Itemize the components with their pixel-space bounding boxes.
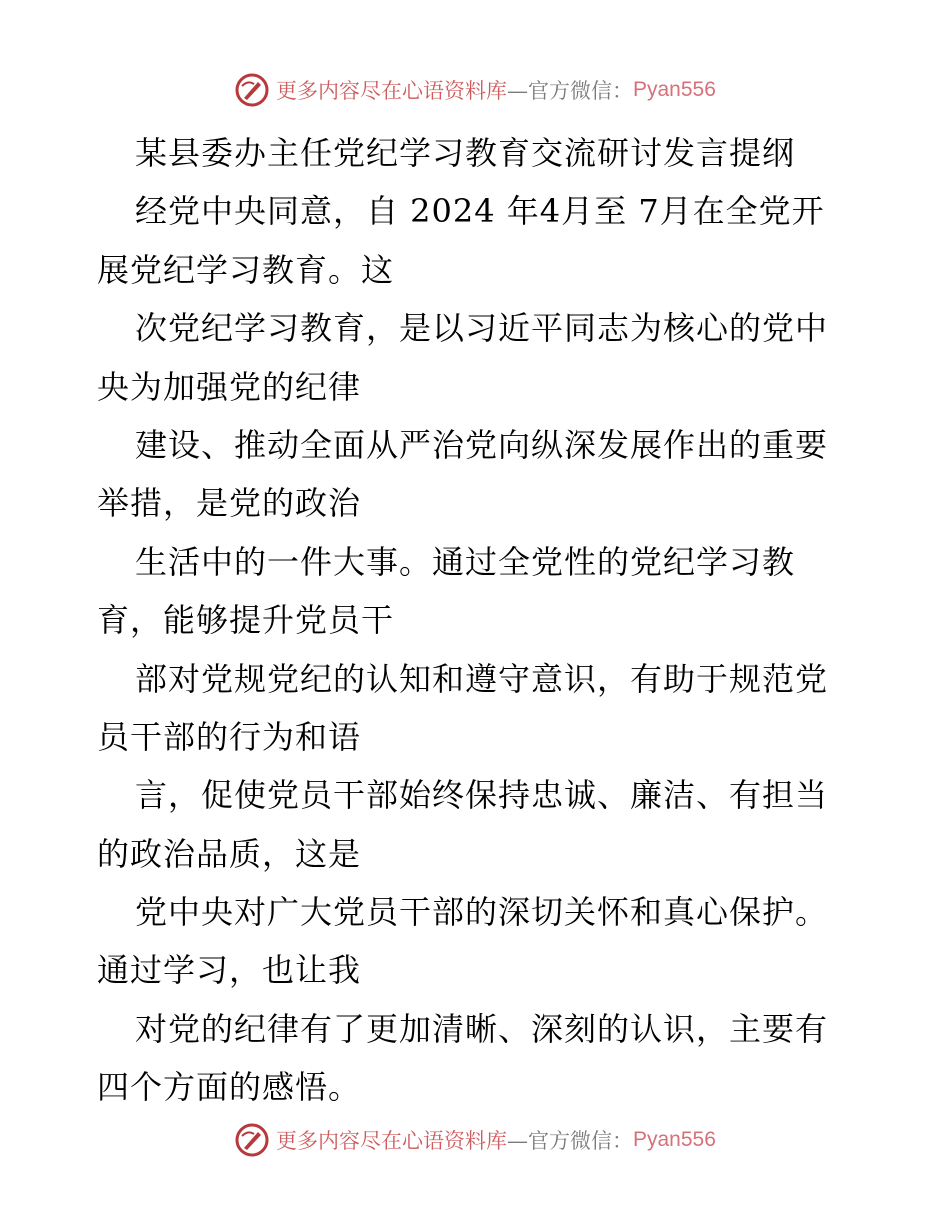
text-line: 育，能够提升党员干	[97, 601, 395, 640]
text-line: 部对党规党纪的认知和遵守意识，有助于规范党	[135, 659, 829, 698]
footer-watermark-banner	[234, 1120, 716, 1160]
text-line: 员干部的行为和语	[97, 717, 362, 756]
text-line: 央为加强党的纪律	[97, 367, 362, 406]
banner-text-main: 更多内容尽在心语资料库	[276, 79, 507, 103]
text-line: 对党的纪律有了更加清晰、深刻的认识，主要有	[135, 1009, 829, 1048]
banner-text-wechat-id: Pyan556	[633, 78, 716, 101]
pen-logo-icon	[234, 1122, 270, 1158]
banner-text-wechat-label: —官方微信：	[507, 79, 633, 103]
document-title: 某县委办主任党纪学习教育交流研讨发言提纲	[135, 134, 796, 172]
text-line: 生活中的一件大事。通过全党性的党纪学习教	[135, 542, 796, 581]
text-line: 四个方面的感悟。	[97, 1068, 362, 1107]
text-line: 经党中央同意，自 2024 年4月至 7月在全党开	[135, 192, 825, 231]
banner-text-wechat-label: —官方微信：	[507, 1129, 633, 1153]
document-body	[97, 124, 877, 1117]
text-line: 建设、推动全面从严治党向纵深发展作出的重要	[135, 425, 829, 464]
header-watermark-banner	[234, 70, 716, 110]
text-line: 通过学习，也让我	[97, 951, 362, 990]
text-line: 言，促使党员干部始终保持忠诚、廉洁、有担当	[135, 776, 829, 815]
text-line: 展党纪学习教育。这	[97, 250, 395, 289]
text-line: 举措，是党的政治	[97, 484, 362, 523]
pen-logo-icon	[234, 72, 270, 108]
text-line: 党中央对广大党员干部的深切关怀和真心保护。	[135, 893, 829, 932]
banner-text-wechat-id: Pyan556	[633, 1128, 716, 1151]
text-line: 的政治品质，这是	[97, 834, 362, 873]
banner-text-main: 更多内容尽在心语资料库	[276, 1129, 507, 1153]
text-line: 次党纪学习教育，是以习近平同志为核心的党中	[135, 309, 829, 348]
